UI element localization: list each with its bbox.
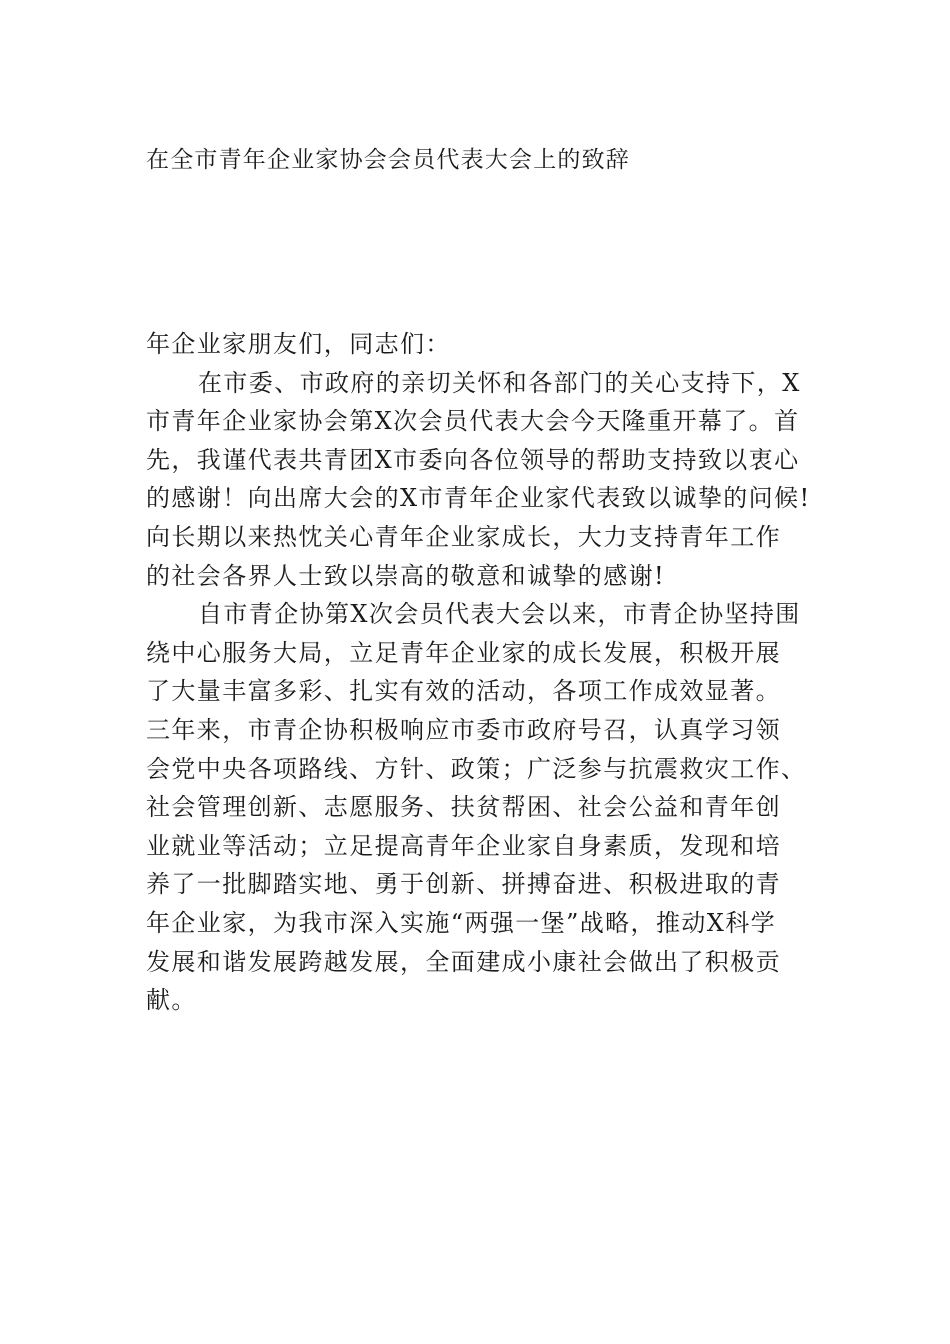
paragraph-line: 献。 [146, 986, 197, 1015]
paragraph-line: 会党中央各项路线、方针、政策；广泛参与抗震救灾工作、 [146, 754, 807, 783]
paragraph-line: 年企业家，为我市深入实施“两强一堡”战略，推动X科学 [146, 908, 777, 937]
paragraph-2 [146, 595, 826, 1020]
paragraph-1 [146, 364, 826, 596]
paragraph-line: 自市青企协第X次会员代表大会以来，市青企协坚持围 [198, 600, 801, 629]
paragraph-line: 三年来，市青企协积极响应市委市政府号召，认真学习领 [146, 715, 781, 744]
paragraph-line: 先，我谨代表共青团X市委向各位领导的帮助支持致以衷心 [146, 445, 800, 474]
paragraph-line: 社会管理创新、志愿服务、扶贫帮困、社会公益和青年创 [146, 793, 781, 822]
paragraph-line: 养了一批脚踏实地、勇于创新、拼搏奋进、积极进取的青 [146, 870, 781, 899]
paragraph-line: 了大量丰富多彩、扎实有效的活动，各项工作成效显著。 [146, 677, 781, 706]
paragraph-line: 的社会各界人士致以崇高的敬意和诚挚的感谢! [146, 561, 666, 590]
document-body [146, 325, 826, 1020]
paragraph-line: 市青年企业家协会第X次会员代表大会今天隆重开幕了。首 [146, 407, 800, 436]
paragraph-line: 发展和谐发展跨越发展，全面建成小康社会做出了积极贡 [146, 947, 781, 976]
paragraph-line: 在市委、市政府的亲切关怀和各部门的关心支持下，X [198, 368, 801, 397]
salutation-line: 年企业家朋友们，同志们： [146, 330, 451, 358]
document-title: 在全市青年企业家协会会员代表大会上的致辞 [146, 147, 630, 173]
paragraph-line: 业就业等活动；立足提高青年企业家自身素质，发现和培 [146, 831, 781, 860]
paragraph-line: 向长期以来热忱关心青年企业家成长，大力支持青年工作 [146, 522, 781, 551]
paragraph-line: 绕中心服务大局，立足青年企业家的成长发展，积极开展 [146, 638, 781, 667]
paragraph-line: 的感谢！向出席大会的X市青年企业家代表致以诚挚的问候! [146, 484, 811, 513]
